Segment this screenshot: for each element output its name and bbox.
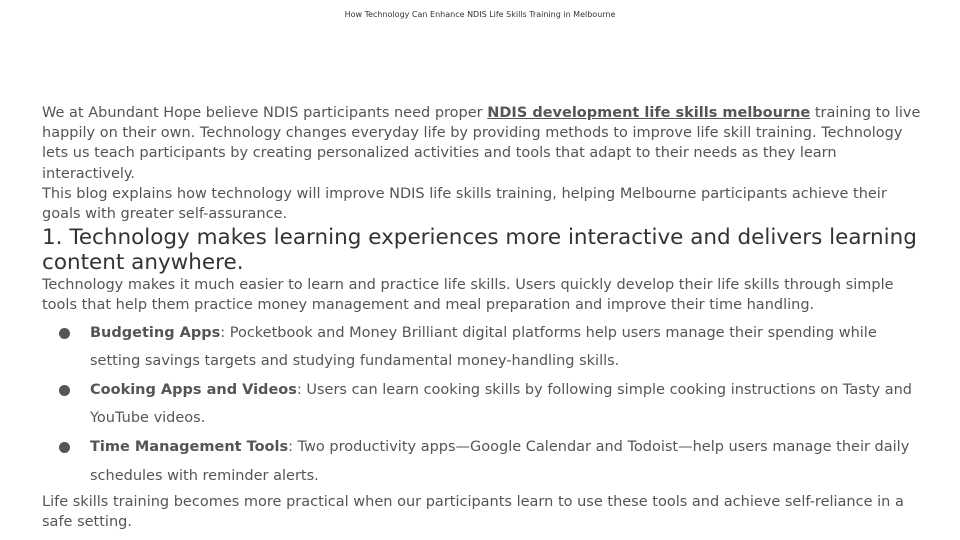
document-title: How Technology Can Enhance NDIS Life Skills Training in Melbourne bbox=[344, 10, 616, 19]
closing-paragraph: Life skills training becomes more practical when our participants learn to use these tools and achieve self-reliance in a safe setting. bbox=[42, 494, 904, 531]
list-item-text: : Users can learn cooking skills by following simple cooking instructions on Tasty and YouTube videos. bbox=[90, 381, 912, 427]
list-item-cooking bbox=[42, 376, 922, 433]
intro-paragraph bbox=[42, 103, 922, 184]
tool-list bbox=[42, 319, 922, 491]
section-heading: 1. Technology makes learning experiences more interactive and delivers learning content anywhere. bbox=[42, 225, 917, 276]
list-item-label: Cooking Apps and Videos bbox=[90, 381, 297, 398]
list-item-text: : Two productivity apps—Google Calendar and Todoist—help users manage their daily schedules with reminder alerts. bbox=[90, 439, 910, 484]
bullet-icon bbox=[59, 328, 70, 339]
bullet-icon bbox=[59, 442, 70, 453]
intro-text-after-link: training to live happily on their own. Technology changes everyday life by providing methods to improve life skill training. Technology lets us teach participants by creating personalized activities and tools that adapt to their needs as they learn interactively. bbox=[42, 105, 921, 182]
list-item-time-management bbox=[42, 433, 922, 490]
intro-text-before-link: We at Abundant Hope believe NDIS participants need proper bbox=[42, 105, 488, 121]
list-item-label: Budgeting Apps bbox=[90, 324, 221, 341]
article-body bbox=[42, 103, 922, 533]
list-item-label: Time Management Tools bbox=[90, 439, 289, 455]
list-item-budgeting bbox=[42, 319, 922, 376]
section-body: Technology makes it much easier to learn and practice life skills. Users quickly develop their life skills through simple tools that help them practice money management and meal preparation and improve their time handling. bbox=[42, 277, 894, 314]
list-item-text: : Pocketbook and Money Brilliant digital platforms help users manage their spending while setting savings targets and studying fundamental money-handling skills. bbox=[90, 324, 877, 370]
life-skills-link[interactable]: NDIS development life skills melbourne bbox=[487, 105, 811, 121]
intro-paragraph-2: This blog explains how technology will improve NDIS life skills training, helping Melbourne participants achieve their goals with greater self-assurance. bbox=[42, 185, 887, 223]
bullet-icon bbox=[59, 385, 70, 396]
